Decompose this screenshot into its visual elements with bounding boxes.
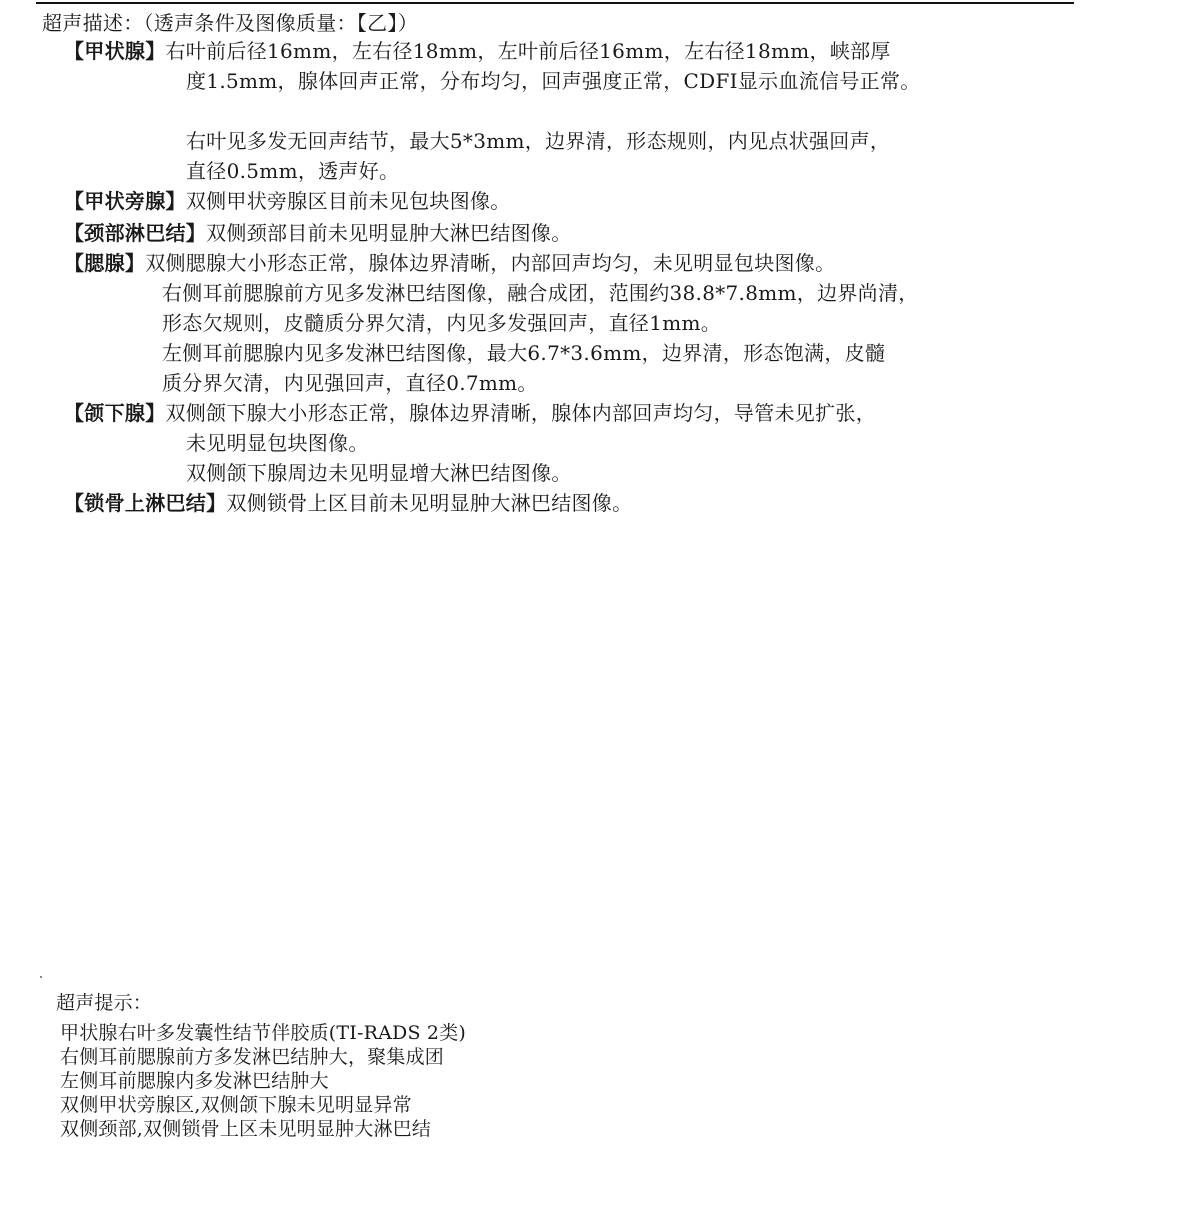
parotid-text-line3: 形态欠规则，皮髓质分界欠清，内见多发强回声，直径1mm。 — [162, 311, 722, 335]
parotid-text-line1: 双侧腮腺大小形态正常，腺体边界清晰，内部回声均匀，未见明显包块图像。 — [145, 251, 836, 275]
neck-lymph-label: 【颈部淋巴结】 — [64, 221, 207, 245]
conclusion-item-2: 右侧耳前腮腺前方多发淋巴结肿大，聚集成团 — [60, 1046, 445, 1068]
parotid-text-line4: 左侧耳前腮腺内见多发淋巴结图像，最大6.7*3.6mm，边界清，形态饱满，皮髓 — [162, 341, 886, 365]
supraclavicular-section — [64, 490, 632, 516]
description-header: 超声描述：（透声条件及图像质量：【乙】） — [42, 11, 418, 35]
submandibular-label: 【颌下腺】 — [64, 401, 166, 425]
conclusion-item-5: 双侧颈部,双侧锁骨上区未见明显肿大淋巴结 — [60, 1118, 432, 1140]
scan-speck — [40, 976, 42, 978]
thyroid-text-line3: 右叶见多发无回声结节，最大5*3mm，边界清，形态规则，内见点状强回声， — [186, 129, 891, 153]
parotid-text-line5: 质分界欠清，内见强回声，直径0.7mm。 — [162, 371, 538, 395]
parathyroid-section — [64, 188, 511, 214]
neck-lymph-text: 双侧颈部目前未见明显肿大淋巴结图像。 — [206, 221, 572, 245]
conclusion-header: 超声提示： — [56, 992, 153, 1014]
thyroid-text-line4: 直径0.5mm，透声好。 — [186, 159, 400, 183]
neck-lymph-section — [64, 220, 572, 246]
thyroid-text-line1: 右叶前后径16mm，左右径18mm，左叶前后径16mm，左右径18mm，峡部厚 — [165, 39, 891, 63]
thyroid-text-line2: 度1.5mm，腺体回声正常，分布均匀，回声强度正常，CDFI显示血流信号正常。 — [186, 69, 921, 93]
supraclavicular-text: 双侧锁骨上区目前未见明显肿大淋巴结图像。 — [226, 491, 633, 515]
thyroid-section — [64, 38, 891, 64]
submandibular-text-line3: 双侧颌下腺周边未见明显增大淋巴结图像。 — [186, 461, 572, 485]
submandibular-text-line2: 未见明显包块图像。 — [186, 431, 369, 455]
conclusion-item-3: 左侧耳前腮腺内多发淋巴结肿大 — [60, 1070, 329, 1092]
submandibular-text-line1: 双侧颌下腺大小形态正常，腺体边界清晰，腺体内部回声均匀，导管未见扩张， — [165, 401, 876, 425]
top-divider — [36, 2, 1074, 4]
conclusion-item-1: 甲状腺右叶多发囊性结节伴胶质(TI-RADS 2类) — [60, 1022, 467, 1044]
parotid-text-line2: 右侧耳前腮腺前方见多发淋巴结图像，融合成团，范围约38.8*7.8mm，边界尚清， — [162, 281, 919, 305]
parathyroid-label: 【甲状旁腺】 — [64, 189, 186, 213]
parathyroid-text: 双侧甲状旁腺区目前未见包块图像。 — [185, 189, 511, 213]
conclusion-item-4: 双侧甲状旁腺区,双侧颌下腺未见明显异常 — [60, 1094, 412, 1116]
parotid-section — [64, 250, 835, 276]
supraclavicular-label: 【锁骨上淋巴结】 — [64, 491, 227, 515]
parotid-label: 【腮腺】 — [64, 251, 146, 275]
submandibular-section — [64, 400, 876, 426]
thyroid-label: 【甲状腺】 — [64, 39, 166, 63]
